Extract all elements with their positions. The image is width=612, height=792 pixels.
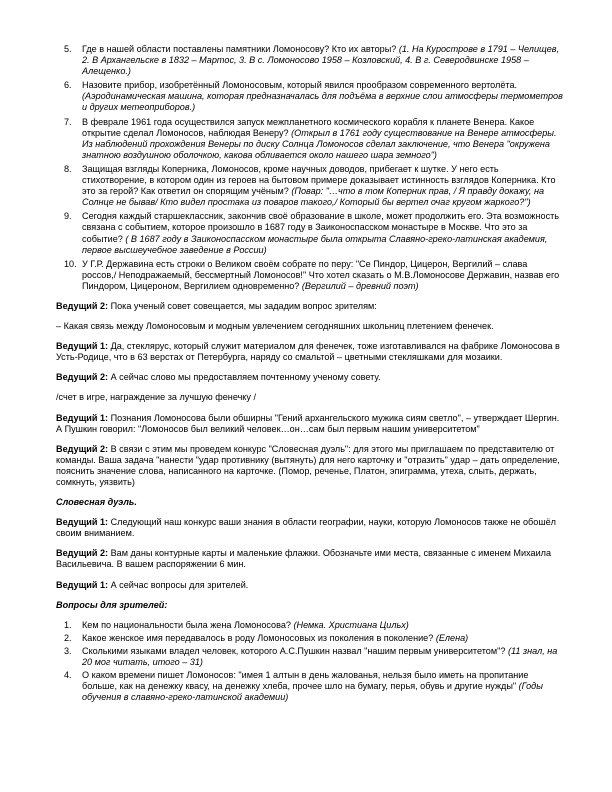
quiz-question <box>56 80 564 113</box>
quiz-question <box>56 211 564 255</box>
question-text: Защищая взгляды Коперника, Ломоносов, кроме научных доводов, прибегает к шутке. У него есть стихотворение, в котором один из героев на бытовом примере доказывает истинность взглядов Коперника. Кто это за герой? Как ответил он спорящим учёным? <box>82 163 556 197</box>
script-line <box>56 413 564 435</box>
question-number: 1. <box>64 619 72 630</box>
speaker-text: А сейчас слово мы предоставляем почтенному ученому совету. <box>108 372 381 383</box>
question-number: 9. <box>64 211 72 222</box>
script-line <box>56 301 564 312</box>
script-line <box>56 392 564 403</box>
question-text: Какое женское имя передавалось в роду Ломоносовых из поколения в поколение? <box>82 632 436 643</box>
speaker-text: В связи с этим мы проведем конкурс "Словесная дуэль": для этого мы приглашаем по представителю от команды. Ваша задача "нанести "удар противнику (вытянуть) для него карточку и "отразить" удар – дать определение, пояснить значение слова, написанного на карточке. (Помор, реченье, Платон, эпиграмма, утеха, слыть, держать, сомкнуть, уязвить) <box>56 443 560 487</box>
speaker-text: /счет в игре, награждение за лучшую фенечку / <box>56 392 256 403</box>
script-line <box>56 444 564 488</box>
speaker-text: – Какая связь между Ломоносовым и модным увлечением сегодняшних школьниц плетением фенечек. <box>56 321 494 332</box>
script-line <box>56 372 564 383</box>
speaker-label: Ведущий 1: <box>56 579 109 590</box>
speaker-label: Ведущий 2: <box>56 443 109 454</box>
question-answer: (Елена) <box>435 632 469 643</box>
question-answer: (11 знал, на 20 мог читать, итого – 31) <box>82 645 558 668</box>
question-answer: (Вергилий – древний поэт) <box>301 280 419 291</box>
script-line <box>56 517 564 539</box>
audience-question <box>56 670 564 703</box>
section-heading-duel: Словесная дуэль. <box>56 497 137 508</box>
question-number: 5. <box>64 44 72 54</box>
speaker-text: А сейчас вопросы для зрителей. <box>108 579 249 590</box>
script-line <box>56 321 564 332</box>
question-answer: ( В 1687 году в Заиконоспасском монастыре была открыта Славяно-греко-латинская академия, первое высшеучебное заведение в России) <box>82 233 548 255</box>
question-text: Сколькими языками владел человек, которого А.С.Пушкин назвал "нашим первым университетом"? <box>82 645 508 656</box>
speaker-label: Ведущий 2: <box>56 548 109 559</box>
question-text: Назовите прибор, изобретённый Ломоносовым, который явился прообразом современного вертолёта. <box>82 80 518 91</box>
quiz-question <box>56 44 564 77</box>
quiz-question <box>56 259 564 292</box>
question-answer: (Немка. Христиана Цильх) <box>293 619 409 630</box>
speaker-label: Ведущий 1: <box>56 412 109 423</box>
audience-question <box>56 633 564 644</box>
speaker-label: Ведущий 1: <box>56 517 109 528</box>
quiz-question <box>56 164 564 208</box>
question-number: 6. <box>64 80 72 91</box>
question-number: 4. <box>64 670 72 681</box>
question-answer: (Открыл в 1761 году существование на Венере атмосферы. Из наблюдений прохождения Венеры по диску Солнца Ломоносов сделал заключение, что Венера "окружена знатною воздушною оболочкою, какова обливается около нашего шара земного") <box>82 127 557 160</box>
audience-question <box>56 620 564 631</box>
section-heading-audience: Вопросы для зрителей: <box>56 599 168 610</box>
question-number: 8. <box>64 163 72 174</box>
question-number: 3. <box>64 645 72 656</box>
question-answer: (Аэродинамическая машина, которая предназначалась для подъёма в верхние слои атмосферы термометров и других метеоприборов.) <box>82 91 563 113</box>
script-line <box>56 548 564 570</box>
question-number: 2. <box>64 632 72 643</box>
question-text: О каком времени пишет Ломоносов: "имея 1 алтын в день жалованья, нельзя было иметь на пропитание больше, как на денежку квасу, на денежку хлеба, прочее шло на бумагу, перья, обувь и другие нужды" <box>82 670 529 692</box>
question-answer: (Годы обучения в славяно-греко-латинской академии) <box>82 681 543 703</box>
audience-question <box>56 646 564 668</box>
speaker-text: Да, стеклярус, который служит материалом для фенечек, тоже изготавливался на фабрике Ломоносова в Усть-Родице, что в 63 верстах от Петербурга, наряду со смальтой – цветными стекляшками для мозаики. <box>56 341 560 363</box>
quiz-question <box>56 117 564 161</box>
question-answer: (Повар: "…что в том Коперник прав, / Я правду докажу, на Солнце не бывав/ Кто видел простака из поваров такого,/ Который бы вертел очаг кругом жаркого?") <box>82 186 545 208</box>
question-answer: (1. На Курострове в 1791 – Челищев, 2. В Архангельске в 1832 – Мартос, 3. В с. Ломоносово 1958 – Козловский, 4. В г. Северодвинске 1958 – Алещенко.) <box>82 44 560 77</box>
question-text: У Г.Р. Державина есть строки о Великом своём собрате по перу: "Се Пиндор, Цицерон, Вергилий – слава россов,/ Неподражаемый, бессмертный Ломоносов!" Что хотел сказать о М.В.Ломоносове Державин, назвав его Пиндором, Цицероном, Вергилием одновременно? <box>82 258 560 291</box>
speaker-label: Ведущий 2: <box>56 300 109 311</box>
speaker-text: Познания Ломоносова были обширны "Гений архангельского мужика сиям светло", – утверждает Шергин. А Пушкин говорил: "Ломоносов был великий человек…он…сам был первым нашим университетом" <box>56 412 560 434</box>
audience-questions-list <box>56 620 564 704</box>
question-number: 7. <box>64 116 72 127</box>
script-line <box>56 341 564 363</box>
question-text: Сегодня каждый старшеклассник, закончив своё образование в школе, может продолжить его. Эта возможность связана с событием, которое произошло в 1687 году в Заиконоспасском монастыре в Москве. Что это за событие? <box>82 211 560 244</box>
script-line <box>56 580 564 591</box>
question-text: Кем по национальности была жена Ломоносова? <box>82 619 294 630</box>
quiz-questions-list <box>56 44 564 292</box>
speaker-text: Следующий наш конкурс ваши знания в области географии, науки, которую Ломоносов также не обошёл своим вниманием. <box>56 517 556 539</box>
question-text: Где в нашей области поставлены памятники Ломоносову? Кто их авторы? <box>82 44 399 54</box>
speaker-text: Вам даны контурные карты и маленькие флажки. Обозначьте ими места, связанные с именем Михаила Васильевича. В вашем распоряжении 6 мин. <box>56 548 552 570</box>
speaker-label: Ведущий 1: <box>56 341 109 352</box>
question-number: 10. <box>64 258 77 269</box>
speaker-text: Пока ученый совет совещается, мы зададим вопрос зрителям: <box>108 300 377 311</box>
question-text: В феврале 1961 года осуществился запуск межпланетного космического корабля к планете Венера. Какое открытие сделал Ломоносов, наблюдая Венеру? <box>82 116 535 138</box>
speaker-label: Ведущий 2: <box>56 372 109 383</box>
